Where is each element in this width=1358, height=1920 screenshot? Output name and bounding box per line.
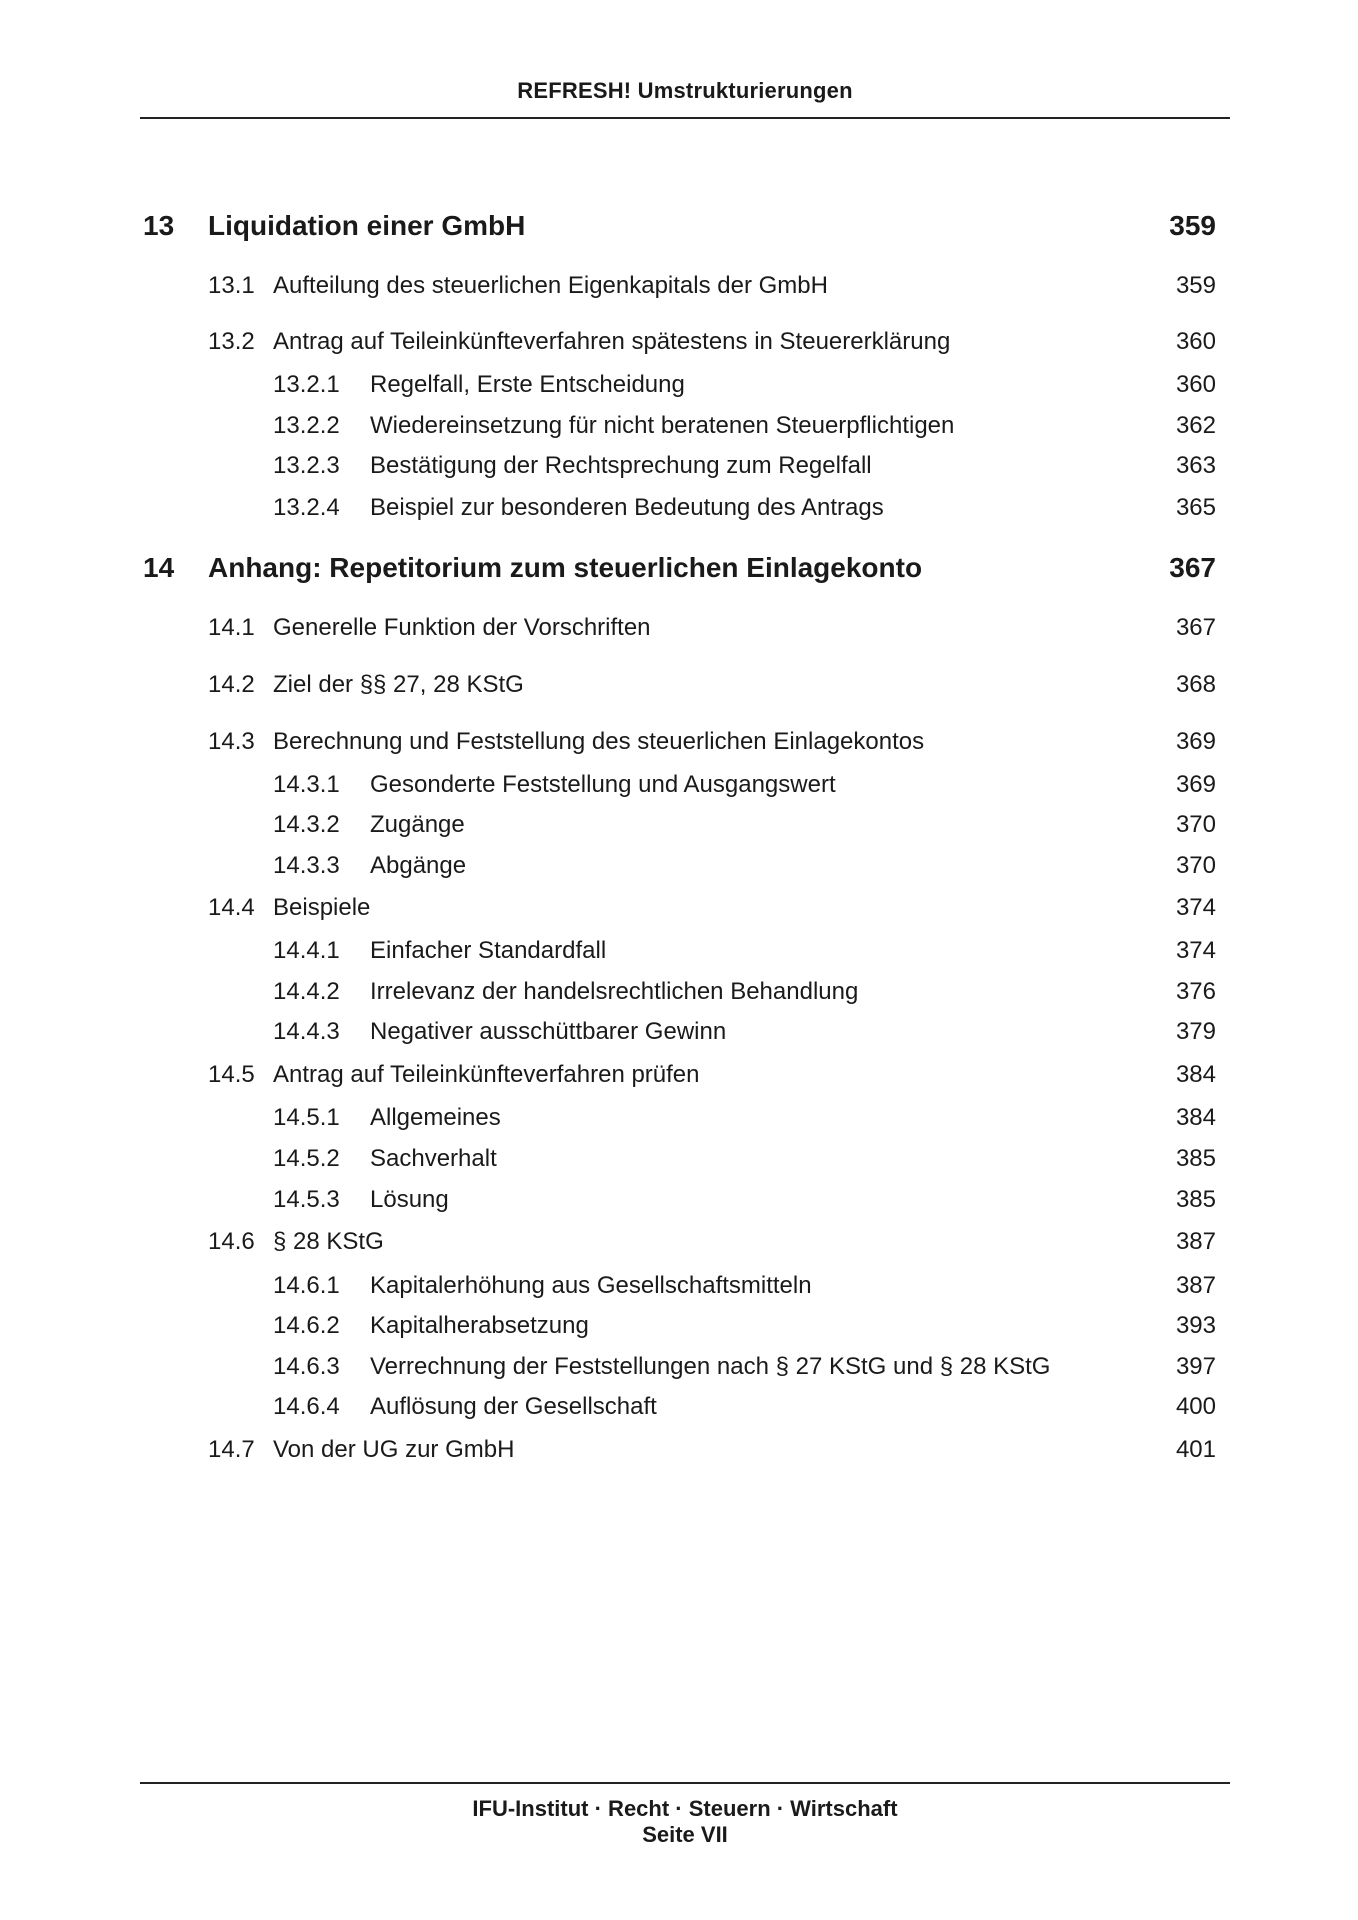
toc-section (0, 328, 1358, 368)
toc-entry-page: 363 (1175, 452, 1216, 479)
toc-entry-number: 14.1 (208, 614, 255, 641)
toc-entry-number: 13.1 (208, 272, 255, 299)
toc-entry-page: 374 (1175, 937, 1216, 964)
toc-entry-title: Regelfall, Erste Entscheidung (370, 371, 685, 398)
toc-subsection (0, 811, 1358, 851)
toc-chapter (0, 210, 1358, 250)
toc-entry-title: Einfacher Standardfall (370, 937, 607, 964)
toc-entry-number: 14.4.3 (273, 1018, 340, 1045)
toc-subsection (0, 371, 1358, 411)
toc-entry-page: 374 (1175, 894, 1216, 921)
toc-subsection (0, 494, 1358, 534)
toc-subsection (0, 1145, 1358, 1185)
toc-entry-number: 14.3.3 (273, 852, 340, 879)
toc-entry-title: Bestätigung der Rechtsprechung zum Regelfall (370, 452, 872, 479)
toc-entry-page: 384 (1175, 1061, 1216, 1088)
toc-section (0, 894, 1358, 934)
toc-entry-number: 14.6 (208, 1228, 255, 1255)
toc-section (0, 614, 1358, 654)
toc-subsection (0, 412, 1358, 452)
toc-entry-number: 13.2.4 (273, 494, 340, 521)
toc-subsection (0, 452, 1358, 492)
toc-entry-title: Beispiele (273, 894, 371, 921)
toc-entry-page: 359 (1169, 210, 1216, 241)
toc-entry-title: Lösung (370, 1186, 449, 1213)
toc-entry-number: 14.3.2 (273, 811, 340, 838)
toc-subsection (0, 1104, 1358, 1144)
toc-entry-title: Allgemeines (370, 1104, 501, 1131)
toc-entry-title: Kapitalherabsetzung (370, 1312, 589, 1339)
toc-entry-title: Kapitalerhöhung aus Gesellschaftsmitteln (370, 1272, 812, 1299)
toc-entry-number: 14.6.2 (273, 1312, 340, 1339)
toc-subsection (0, 978, 1358, 1018)
toc-subsection (0, 937, 1358, 977)
toc-entry-title: Aufteilung des steuerlichen Eigenkapitals der GmbH (273, 272, 828, 299)
toc-section (0, 728, 1358, 768)
toc-entry-title: Antrag auf Teileinkünfteverfahren prüfen (273, 1061, 700, 1088)
toc-subsection (0, 1272, 1358, 1312)
toc-entry-title: § 28 KStG (273, 1228, 384, 1255)
toc-entry-number: 14.4 (208, 894, 255, 921)
toc-entry-number: 14.5.1 (273, 1104, 340, 1131)
toc-entry-title: Beispiel zur besonderen Bedeutung des Antrags (370, 494, 884, 521)
toc-entry-title: Sachverhalt (370, 1145, 497, 1172)
toc-entry-number: 13.2.3 (273, 452, 340, 479)
toc-entry-number: 13 (143, 210, 175, 241)
toc-entry-title: Berechnung und Feststellung des steuerlichen Einlagekontos (273, 728, 925, 755)
toc-entry-page: 359 (1175, 272, 1216, 299)
toc-entry-title: Gesonderte Feststellung und Ausgangswert (370, 771, 836, 798)
toc-section (0, 272, 1358, 312)
toc-entry-page: 385 (1175, 1186, 1216, 1213)
toc-entry-number: 13.2.2 (273, 412, 340, 439)
toc-entry-title: Auflösung der Gesellschaft (370, 1393, 657, 1420)
toc-entry-title: Ziel der §§ 27, 28 KStG (273, 671, 524, 698)
toc-entry-page: 387 (1175, 1272, 1216, 1299)
toc-entry-number: 14.4.1 (273, 937, 340, 964)
toc-entry-number: 14.6.1 (273, 1272, 340, 1299)
toc-entry-title: Antrag auf Teileinkünfteverfahren spätestens in Steuererklärung (273, 328, 951, 355)
toc-subsection (0, 1393, 1358, 1433)
toc-entry-number: 14.5.3 (273, 1186, 340, 1213)
toc-entry-page: 370 (1175, 852, 1216, 879)
toc-entry-page: 360 (1175, 371, 1216, 398)
footer-publisher: IFU-Institut · Recht · Steuern · Wirtschaft (472, 1796, 898, 1821)
footer-page-number: Seite VII (642, 1822, 728, 1847)
toc-entry-page: 369 (1175, 728, 1216, 755)
toc-entry-page: 393 (1175, 1312, 1216, 1339)
toc-entry-title: Verrechnung der Feststellungen nach § 27 KStG und § 28 KStG (370, 1353, 1051, 1380)
toc-entry-title: Von der UG zur GmbH (273, 1436, 515, 1463)
toc-entry-page: 397 (1175, 1353, 1216, 1380)
toc-section (0, 1228, 1358, 1268)
toc-section (0, 1436, 1358, 1476)
toc-entry-title: Generelle Funktion der Vorschriften (273, 614, 651, 641)
toc-section (0, 671, 1358, 711)
toc-entry-number: 13.2 (208, 328, 255, 355)
toc-entry-number: 14.7 (208, 1436, 255, 1463)
toc-entry-page: 365 (1175, 494, 1216, 521)
footer-divider (140, 1782, 1230, 1784)
toc-entry-title: Anhang: Repetitorium zum steuerlichen Einlagekonto (208, 552, 923, 583)
toc-subsection (0, 852, 1358, 892)
toc-subsection (0, 1353, 1358, 1393)
page-header-title: REFRESH! Umstrukturierungen (517, 78, 853, 103)
toc-entry-number: 14.2 (208, 671, 255, 698)
toc-subsection (0, 1018, 1358, 1058)
toc-entry-page: 401 (1175, 1436, 1216, 1463)
toc-entry-page: 367 (1175, 614, 1216, 641)
toc-entry-number: 14.3 (208, 728, 255, 755)
toc-entry-title: Irrelevanz der handelsrechtlichen Behandlung (370, 978, 859, 1005)
toc-chapter (0, 552, 1358, 592)
toc-subsection (0, 771, 1358, 811)
toc-entry-page: 368 (1175, 671, 1216, 698)
toc-entry-number: 14.4.2 (273, 978, 340, 1005)
toc-entry-number: 14.6.3 (273, 1353, 340, 1380)
toc-entry-title: Liquidation einer GmbH (208, 210, 526, 241)
toc-entry-page: 362 (1175, 412, 1216, 439)
toc-entry-page: 400 (1175, 1393, 1216, 1420)
toc-entry-number: 14 (143, 552, 175, 583)
toc-entry-page: 376 (1175, 978, 1216, 1005)
toc-entry-title: Negativer ausschüttbarer Gewinn (370, 1018, 727, 1045)
toc-entry-page: 387 (1175, 1228, 1216, 1255)
toc-entry-number: 14.5 (208, 1061, 255, 1088)
toc-subsection (0, 1312, 1358, 1352)
toc-entry-number: 14.6.4 (273, 1393, 340, 1420)
toc-entry-number: 13.2.1 (273, 371, 340, 398)
toc-entry-page: 384 (1175, 1104, 1216, 1131)
toc-entry-page: 367 (1169, 552, 1216, 583)
toc-entry-page: 360 (1175, 328, 1216, 355)
toc-entry-title: Wiedereinsetzung für nicht beratenen Steuerpflichtigen (370, 412, 955, 439)
toc-subsection (0, 1186, 1358, 1226)
toc-entry-page: 369 (1175, 771, 1216, 798)
toc-section (0, 1061, 1358, 1101)
toc-entry-title: Zugänge (370, 811, 465, 838)
toc-entry-page: 379 (1175, 1018, 1216, 1045)
toc-entry-page: 385 (1175, 1145, 1216, 1172)
toc-entry-page: 370 (1175, 811, 1216, 838)
toc-entry-title: Abgänge (370, 852, 467, 879)
toc-entry-number: 14.3.1 (273, 771, 340, 798)
toc-entry-number: 14.5.2 (273, 1145, 340, 1172)
page-footer (140, 1796, 1230, 1848)
